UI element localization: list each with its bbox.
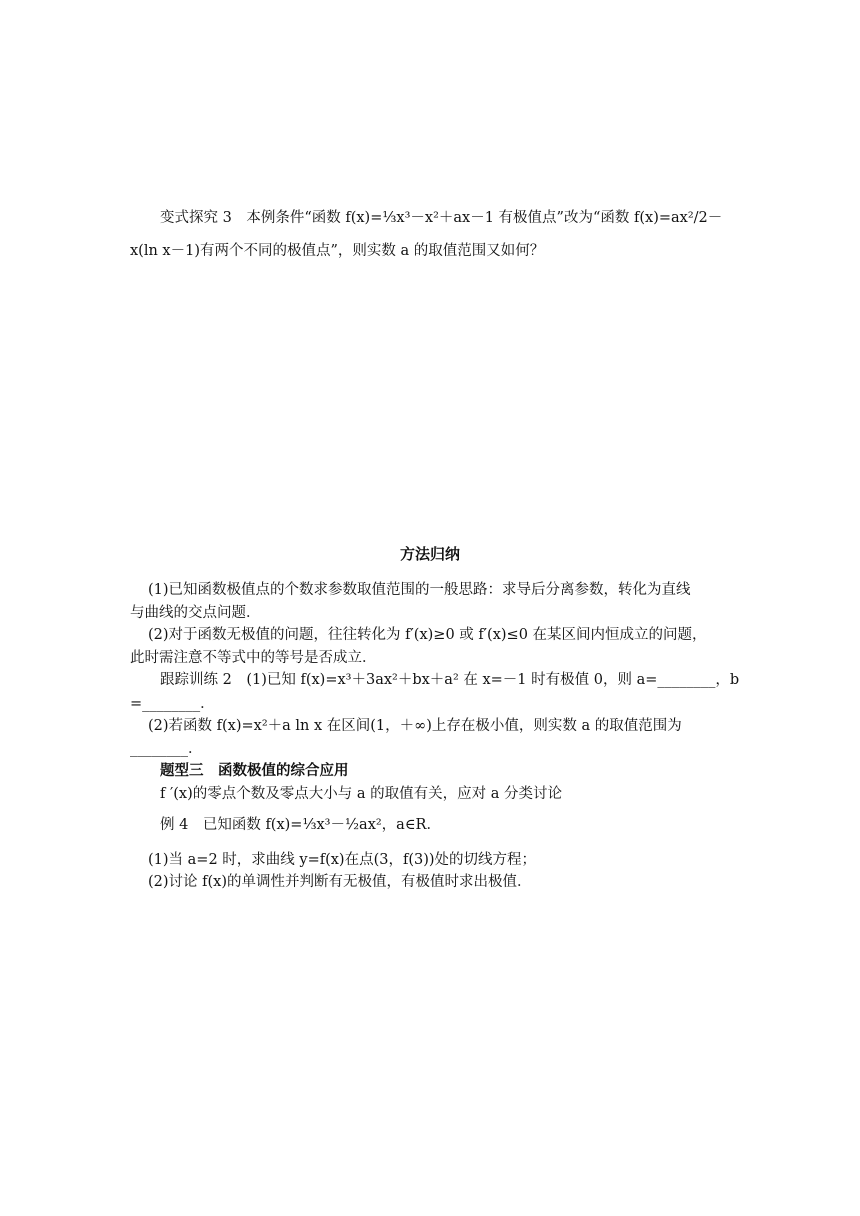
method-p2-line1: (2)对于函数无极值的问题，往往转化为 f′(x)≥0 或 f′(x)≤0 在某区间内恒成立的问题， xyxy=(148,627,707,643)
type3-heading: 题型三 函数极值的综合应用 xyxy=(160,763,349,779)
variant-line-2: x(ln x－1)有两个不同的极值点”，则实数 a 的取值范围又如何？ xyxy=(130,243,545,259)
variant-line-1: 变式探究 3 本例条件“函数 f(x)=⅓x³－x²＋ax－1 有极值点”改为“函数 f(x)=ax²/2－ xyxy=(160,210,723,226)
training-q2-line2: ________． xyxy=(130,741,203,757)
example4-q1: (1)当 a=2 时，求曲线 y=f(x)在点(3，f(3))处的切线方程； xyxy=(148,852,537,868)
method-title: 方法归纳 xyxy=(399,545,460,563)
method-p1-line1: (1)已知函数极值点的个数求参数取值范围的一般思路：求导后分离参数，转化为直线 xyxy=(148,582,691,598)
method-p2-line2: 此时需注意不等式中的等号是否成立． xyxy=(130,650,377,666)
example4-q2: (2)讨论 f(x)的单调性并判断有无极值，有极值时求出极值． xyxy=(148,874,532,890)
method-p1-line2: 与曲线的交点问题． xyxy=(130,605,261,621)
example4-stem: 例 4 已知函数 f(x)=⅓x³－½ax²，a∈R． xyxy=(160,817,441,833)
type3-hint: f ′(x)的零点个数及零点大小与 a 的取值有关，应对 a 分类讨论 xyxy=(160,786,562,802)
training-q1-line2: =________． xyxy=(130,696,215,712)
training-q1-line1: 跟踪训练 2 (1)已知 f(x)=x³＋3ax²＋bx＋a² 在 x=－1 时有极值 0，则 a=________，b xyxy=(160,672,740,688)
training-q2-line1: (2)若函数 f(x)=x²＋a ln x 在区间(1，＋∞)上存在极小值，则实数 a 的取值范围为 xyxy=(148,718,682,734)
